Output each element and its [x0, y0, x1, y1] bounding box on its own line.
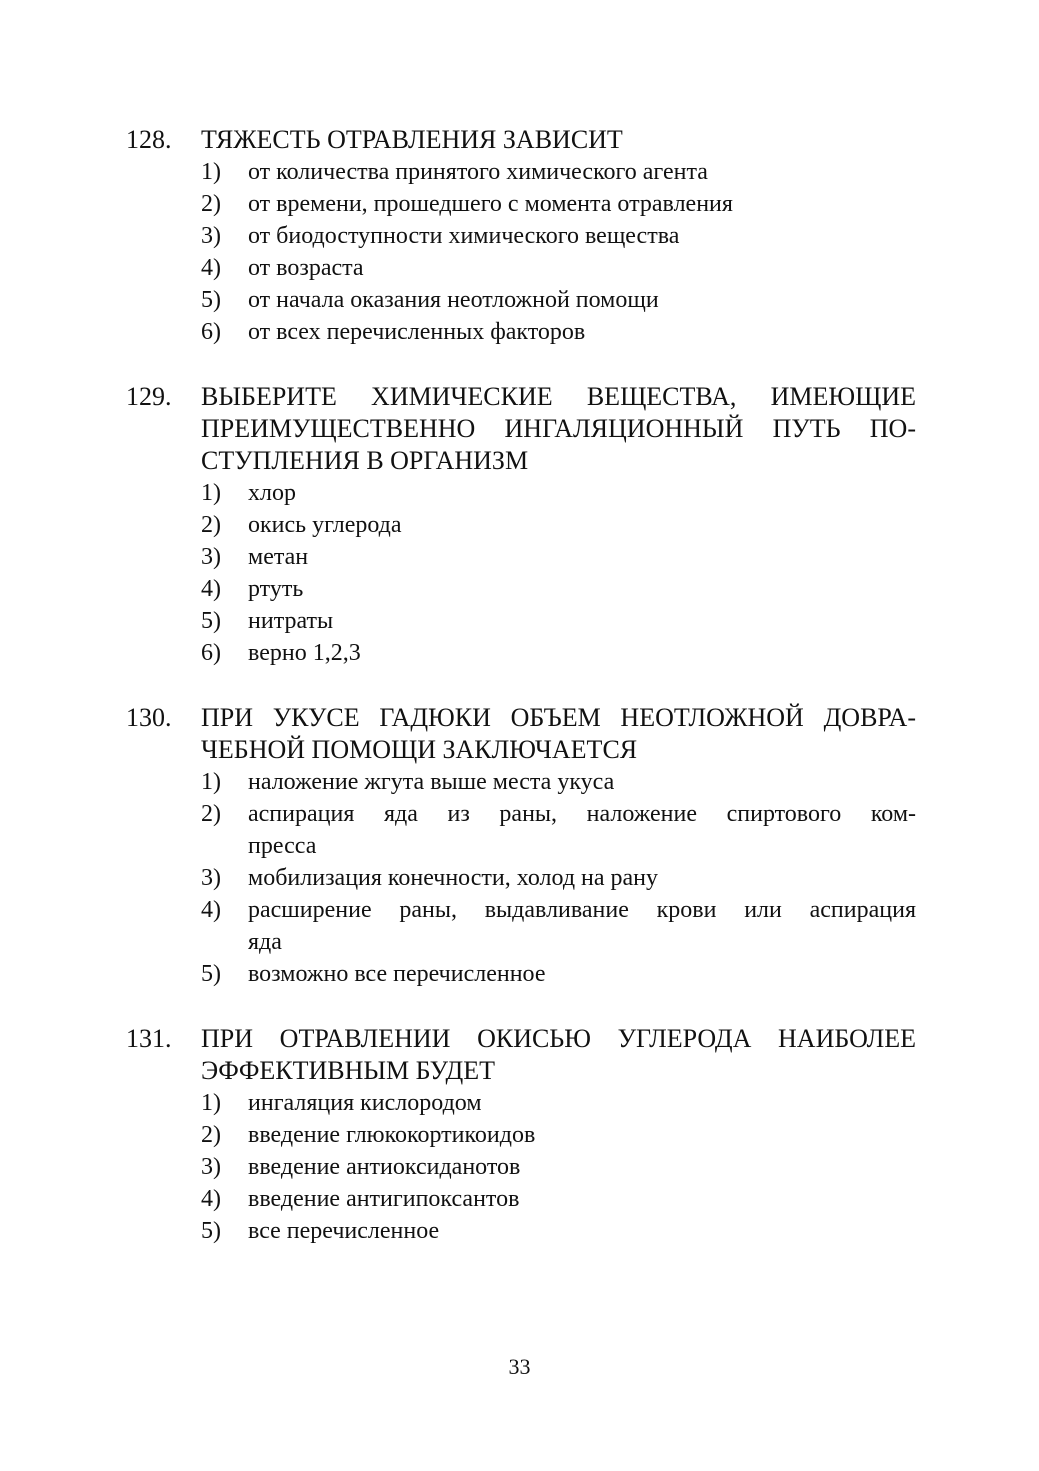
- option-number: 3): [201, 544, 221, 570]
- option-text-line: метан: [248, 544, 309, 570]
- option-text-line: расширение раны, выдавливание крови или аспирация: [248, 897, 916, 923]
- question-title: [201, 1023, 916, 1087]
- answer-option: [201, 605, 916, 637]
- question-title: [201, 124, 916, 156]
- answer-option: [201, 477, 916, 509]
- option-text: [248, 188, 916, 220]
- answer-option: [201, 637, 916, 669]
- option-text-line: мобилизация конечности, холод на рану: [248, 865, 659, 891]
- option-text-line: хлор: [248, 480, 296, 506]
- question-list: [126, 124, 916, 1280]
- question-title: [201, 702, 916, 766]
- answer-option: [201, 509, 916, 541]
- answer-option: [201, 1215, 916, 1247]
- option-text: [248, 862, 916, 894]
- option-text: [248, 252, 916, 284]
- option-text-line: от возраста: [248, 255, 364, 281]
- question-number: 131.: [126, 1024, 172, 1053]
- question-header: [126, 1023, 916, 1087]
- question-title-line: СТУПЛЕНИЯ В ОРГАНИЗМ: [201, 446, 529, 475]
- option-text: [248, 1183, 916, 1215]
- question-title-line: ПРЕИМУЩЕСТВЕННО ИНГАЛЯЦИОННЫЙ ПУТЬ ПО-: [201, 414, 916, 443]
- question-131: [126, 1023, 916, 1247]
- option-text: [248, 1119, 916, 1151]
- question-130: [126, 702, 916, 990]
- option-text-line: введение антигипоксантов: [248, 1186, 520, 1212]
- option-number: 4): [201, 1186, 221, 1212]
- option-number: 1): [201, 480, 221, 506]
- option-number: 2): [201, 512, 221, 538]
- option-text: [248, 220, 916, 252]
- answer-option: [201, 958, 916, 990]
- option-text-line: окись углерода: [248, 512, 402, 538]
- answer-option: [201, 798, 916, 862]
- question-title-line: ТЯЖЕСТЬ ОТРАВЛЕНИЯ ЗАВИСИТ: [201, 125, 623, 154]
- option-text-line: все перечисленное: [248, 1218, 440, 1244]
- option-number: 5): [201, 961, 221, 987]
- option-text: [248, 316, 916, 348]
- question-title-line: ПРИ УКУСЕ ГАДЮКИ ОБЪЕМ НЕОТЛОЖНОЙ ДОВРА-: [201, 703, 916, 732]
- answer-option: [201, 862, 916, 894]
- option-text-line: аспирация яда из раны, наложение спиртового ком-: [248, 801, 916, 827]
- option-text: [248, 605, 916, 637]
- option-text-line: от биодоступности химического вещества: [248, 223, 680, 249]
- option-number: 1): [201, 1090, 221, 1116]
- question-header: [126, 381, 916, 477]
- option-text: [248, 637, 916, 669]
- option-text: [248, 894, 916, 958]
- option-text-line: от количества принятого химического агента: [248, 159, 708, 185]
- answer-option: [201, 156, 916, 188]
- option-text: [248, 477, 916, 509]
- option-text: [248, 509, 916, 541]
- answer-option: [201, 220, 916, 252]
- option-number: 3): [201, 223, 221, 249]
- question-number: 128.: [126, 125, 172, 154]
- option-text-line: нитраты: [248, 608, 334, 634]
- answer-option: [201, 573, 916, 605]
- page-number: 33: [508, 1354, 531, 1379]
- question-128: [126, 124, 916, 348]
- question-title-line: ЭФФЕКТИВНЫМ БУДЕТ: [201, 1056, 495, 1085]
- option-text-line: введение антиоксиданотов: [248, 1154, 521, 1180]
- option-text: [248, 1087, 916, 1119]
- option-text: [248, 1151, 916, 1183]
- option-text-line: ингаляция кислородом: [248, 1090, 482, 1116]
- answer-options: [126, 477, 916, 669]
- option-number: 2): [201, 1122, 221, 1148]
- option-number: 3): [201, 865, 221, 891]
- option-text-line: от времени, прошедшего с момента отравления: [248, 191, 733, 217]
- option-text-line: от начала оказания неотложной помощи: [248, 287, 659, 313]
- answer-option: [201, 1183, 916, 1215]
- question-title-line: ВЫБЕРИТЕ ХИМИЧЕСКИЕ ВЕЩЕСТВА, ИМЕЮЩИЕ: [201, 382, 916, 411]
- option-number: 5): [201, 287, 221, 313]
- question-header: [126, 124, 916, 156]
- option-number: 5): [201, 608, 221, 634]
- option-number: 4): [201, 576, 221, 602]
- answer-option: [201, 1119, 916, 1151]
- option-text: [248, 573, 916, 605]
- option-text-line: наложение жгута выше места укуса: [248, 769, 615, 795]
- option-text-line: яда: [248, 929, 282, 955]
- answer-option: [201, 188, 916, 220]
- question-title-line: ЧЕБНОЙ ПОМОЩИ ЗАКЛЮЧАЕТСЯ: [201, 735, 638, 764]
- option-number: 3): [201, 1154, 221, 1180]
- answer-options: [126, 1087, 916, 1247]
- option-number: 2): [201, 191, 221, 217]
- option-number: 6): [201, 319, 221, 345]
- option-text-line: введение глюкокортикоидов: [248, 1122, 536, 1148]
- answer-option: [201, 766, 916, 798]
- option-number: 5): [201, 1218, 221, 1244]
- answer-options: [126, 766, 916, 990]
- answer-options: [126, 156, 916, 348]
- question-title-line: ПРИ ОТРАВЛЕНИИ ОКИСЬЮ УГЛЕРОДА НАИБОЛЕЕ: [201, 1024, 916, 1053]
- option-number: 1): [201, 159, 221, 185]
- option-text: [248, 766, 916, 798]
- option-text: [248, 156, 916, 188]
- option-number: 4): [201, 897, 221, 923]
- answer-option: [201, 284, 916, 316]
- option-number: 2): [201, 801, 221, 827]
- option-text: [248, 1215, 916, 1247]
- question-header: [126, 702, 916, 766]
- option-text-line: от всех перечисленных факторов: [248, 319, 586, 345]
- option-number: 4): [201, 255, 221, 281]
- question-129: [126, 381, 916, 669]
- option-text-line: верно 1,2,3: [248, 640, 361, 666]
- answer-option: [201, 541, 916, 573]
- option-text-line: ртуть: [248, 576, 304, 602]
- option-number: 1): [201, 769, 221, 795]
- question-number: 130.: [126, 703, 172, 732]
- answer-option: [201, 316, 916, 348]
- answer-option: [201, 1151, 916, 1183]
- option-text-line: возможно все перечисленное: [248, 961, 546, 987]
- option-number: 6): [201, 640, 221, 666]
- answer-option: [201, 1087, 916, 1119]
- option-text: [248, 798, 916, 862]
- option-text: [248, 541, 916, 573]
- answer-option: [201, 894, 916, 958]
- question-number: 129.: [126, 382, 172, 411]
- answer-option: [201, 252, 916, 284]
- option-text-line: пресса: [248, 833, 317, 859]
- option-text: [248, 284, 916, 316]
- question-title: [201, 381, 916, 477]
- option-text: [248, 958, 916, 990]
